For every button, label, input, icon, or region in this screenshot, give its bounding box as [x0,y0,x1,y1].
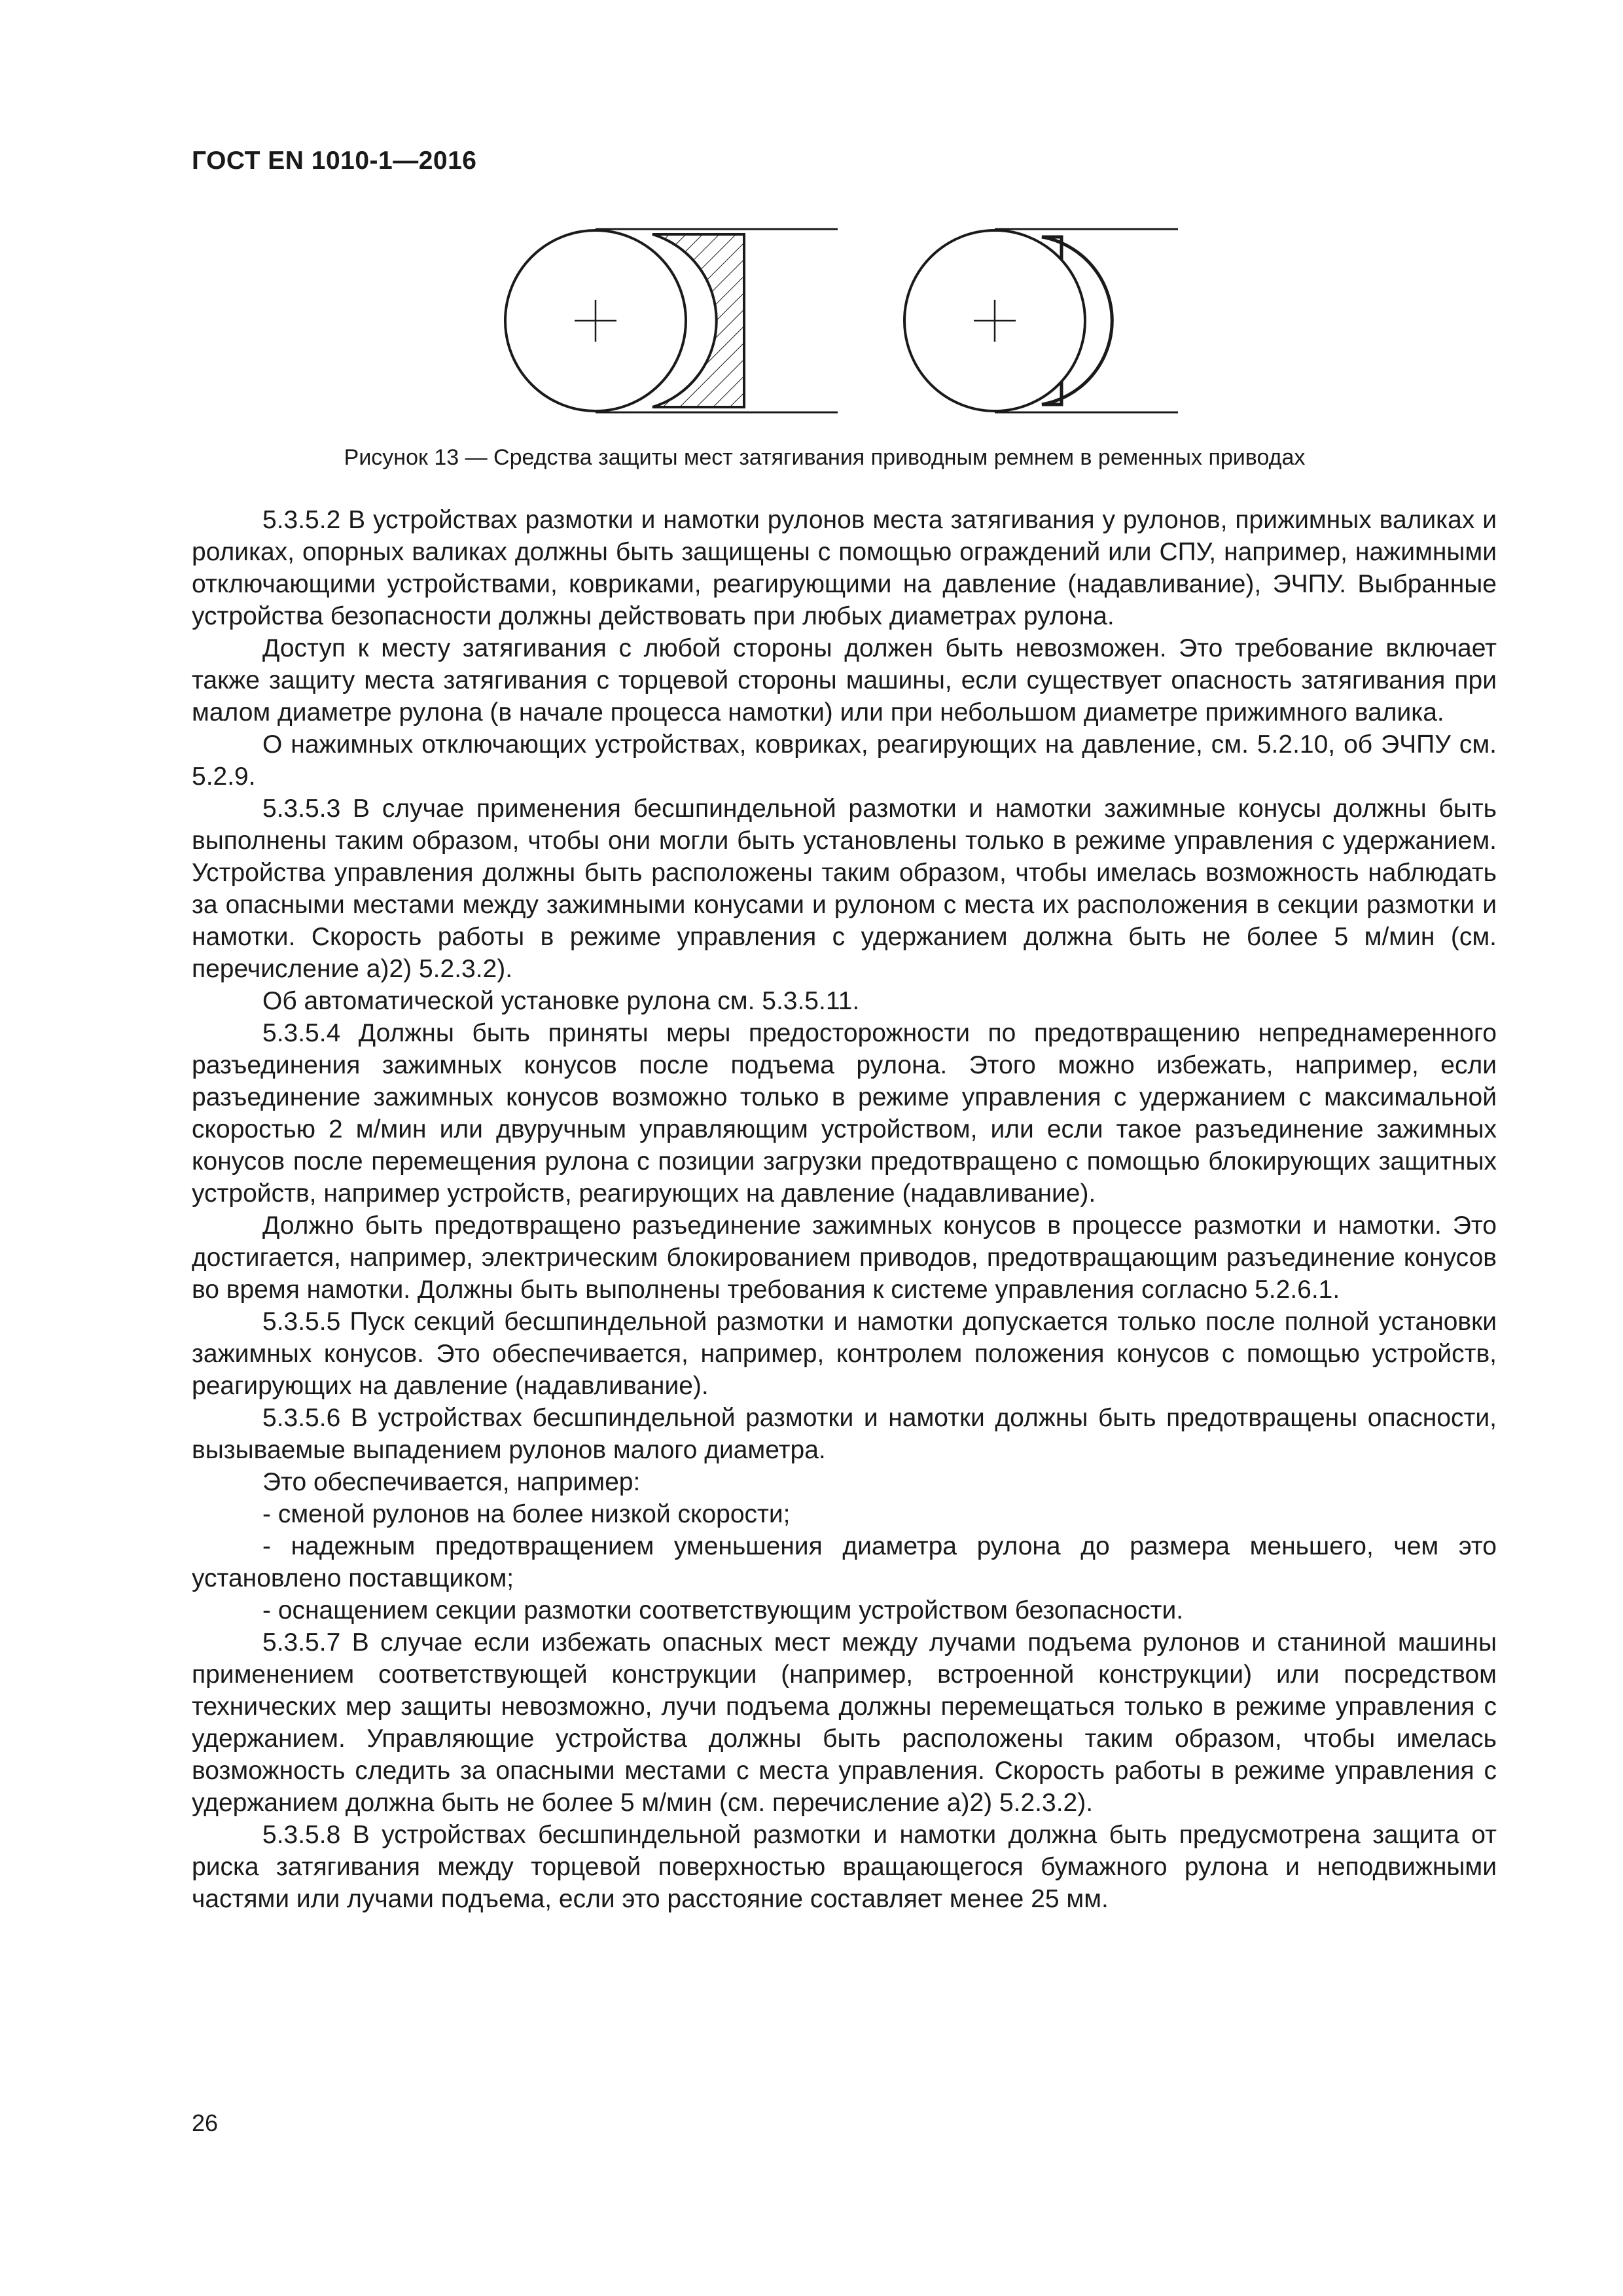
paragraph: Доступ к месту затягивания с любой стороны должен быть невозможен. Это требование включает также защиту места затягивания с торцевой стороны машины, если существует опасность затягивания при малом диаметре рулона (в начале процесса намотки) или при небольшом диаметре прижимного валика. [192,634,1497,726]
paragraph-5-3-5-2: 5.3.5.2 В устройствах размотки и намотки рулонов места затягивания у рулонов, прижимных валиках и роликах, опорных валиках должны быть защищены с помощью ограждений или СПУ, например, нажимными отключающими устройствами, ковриками, реагирующими на давление (надавливание), ЭЧПУ. Выбранные устройства безопасности должны действовать при любых диаметрах рулона. [192,506,1497,630]
list-item: - оснащением секции размотки соответствующим устройством безопасности. [262,1596,1184,1624]
paragraph-5-3-5-3: 5.3.5.3 В случае применения бесшпиндельной размотки и намотки зажимные конусы должны быть выполнены таким образом, чтобы они могли быть установлены только в режиме управления с удержанием. Устройства управления должны быть расположены таким образом, чтобы имелась возможность наблюдать за опасными местами между зажимными конусами и рулоном с места их расположения в секции размотки и намотки. Скорость работы в режиме управления с удержанием должна быть не более 5 м/мин (см. перечисление а)2) 5.2.3.2). [192,795,1497,983]
list-item: - сменой рулонов на более низкой скорости; [262,1500,791,1528]
paragraph-5-3-5-4: 5.3.5.4 Должны быть приняты меры предосторожности по предотвращению непреднамеренного разъединения зажимных конусов после подъема рулона. Этого можно избежать, например, если разъединение зажимных конусов возможно только в режиме управления с удержанием с максимальной скоростью 2 м/мин или двуручным управляющим устройством, или если такое разъединение зажимных конусов после перемещения рулона с позиции загрузки предотвращено с помощью блокирующих защитных устройств, например устройств, реагирующих на давление (надавливание). [192,1019,1497,1208]
document-header: ГОСТ EN 1010-1—2016 [192,147,477,175]
left-pulley-with-shaped-guard [505,229,838,412]
right-pulley-with-thin-guard [904,229,1178,412]
paragraph-5-3-5-5: 5.3.5.5 Пуск секций бесшпиндельной размотки и намотки допускается только после полной установки зажимных конусов. Это обеспечивается, например, контролем положения конусов с помощью устройств, реагирующих на давление (надавливание). [192,1308,1497,1400]
paragraph-5-3-5-8: 5.3.5.8 В устройствах бесшпиндельной размотки и намотки должна быть предусмотрена защита от риска затягивания между торцевой поверхностью вращающегося бумажного рулона и неподвижными частями или лучами подъема, если это расстояние составляет менее 25 мм. [192,1821,1497,1913]
page-number: 26 [192,2109,219,2136]
paragraph: Об автоматической установке рулона см. 5.3.5.11. [262,987,860,1015]
figure-caption: Рисунок 13 — Средства защиты мест затягивания приводным ремнем в ременных приводах [344,445,1306,470]
belt-drive-guards-drawing [497,223,1191,432]
paragraph: О нажимных отключающих устройствах, ковриках, реагирующих на давление, см. 5.2.10, об ЭЧПУ см. 5.2.9. [192,730,1497,791]
paragraph-5-3-5-7: 5.3.5.7 В случае если избежать опасных мест между лучами подъема рулонов и станиной машины применением соответствующей конструкции (например, встроенной конструкции) или посредством технических мер защиты невозможно, лучи подъема должны перемещаться только в режиме управления с удержанием. Управляющие устройства должны быть расположены таким образом, чтобы имелась возможность следить за опасными местами с места управления. Скорость работы в режиме управления с удержанием должна быть не более 5 м/мин (см. перечисление а)2) 5.2.3.2). [192,1628,1497,1817]
figure-13 [497,223,1191,432]
paragraph: Это обеспечивается, например: [262,1468,641,1496]
list-item: - надежным предотвращением уменьшения диаметра рулона до размера меньшего, чем это установлено поставщиком; [192,1532,1497,1592]
body-text [192,504,1497,1915]
paragraph-5-3-5-6: 5.3.5.6 В устройствах бесшпиндельной размотки и намотки должны быть предотвращены опасности, вызываемые выпадением рулонов малого диаметра. [192,1404,1497,1464]
paragraph: Должно быть предотвращено разъединение зажимных конусов в процессе размотки и намотки. Это достигается, например, электрическим блокированием приводов, предотвращающим разъединение конусов во время намотки. Должны быть выполнены требования к системе управления согласно 5.2.6.1. [192,1211,1497,1304]
